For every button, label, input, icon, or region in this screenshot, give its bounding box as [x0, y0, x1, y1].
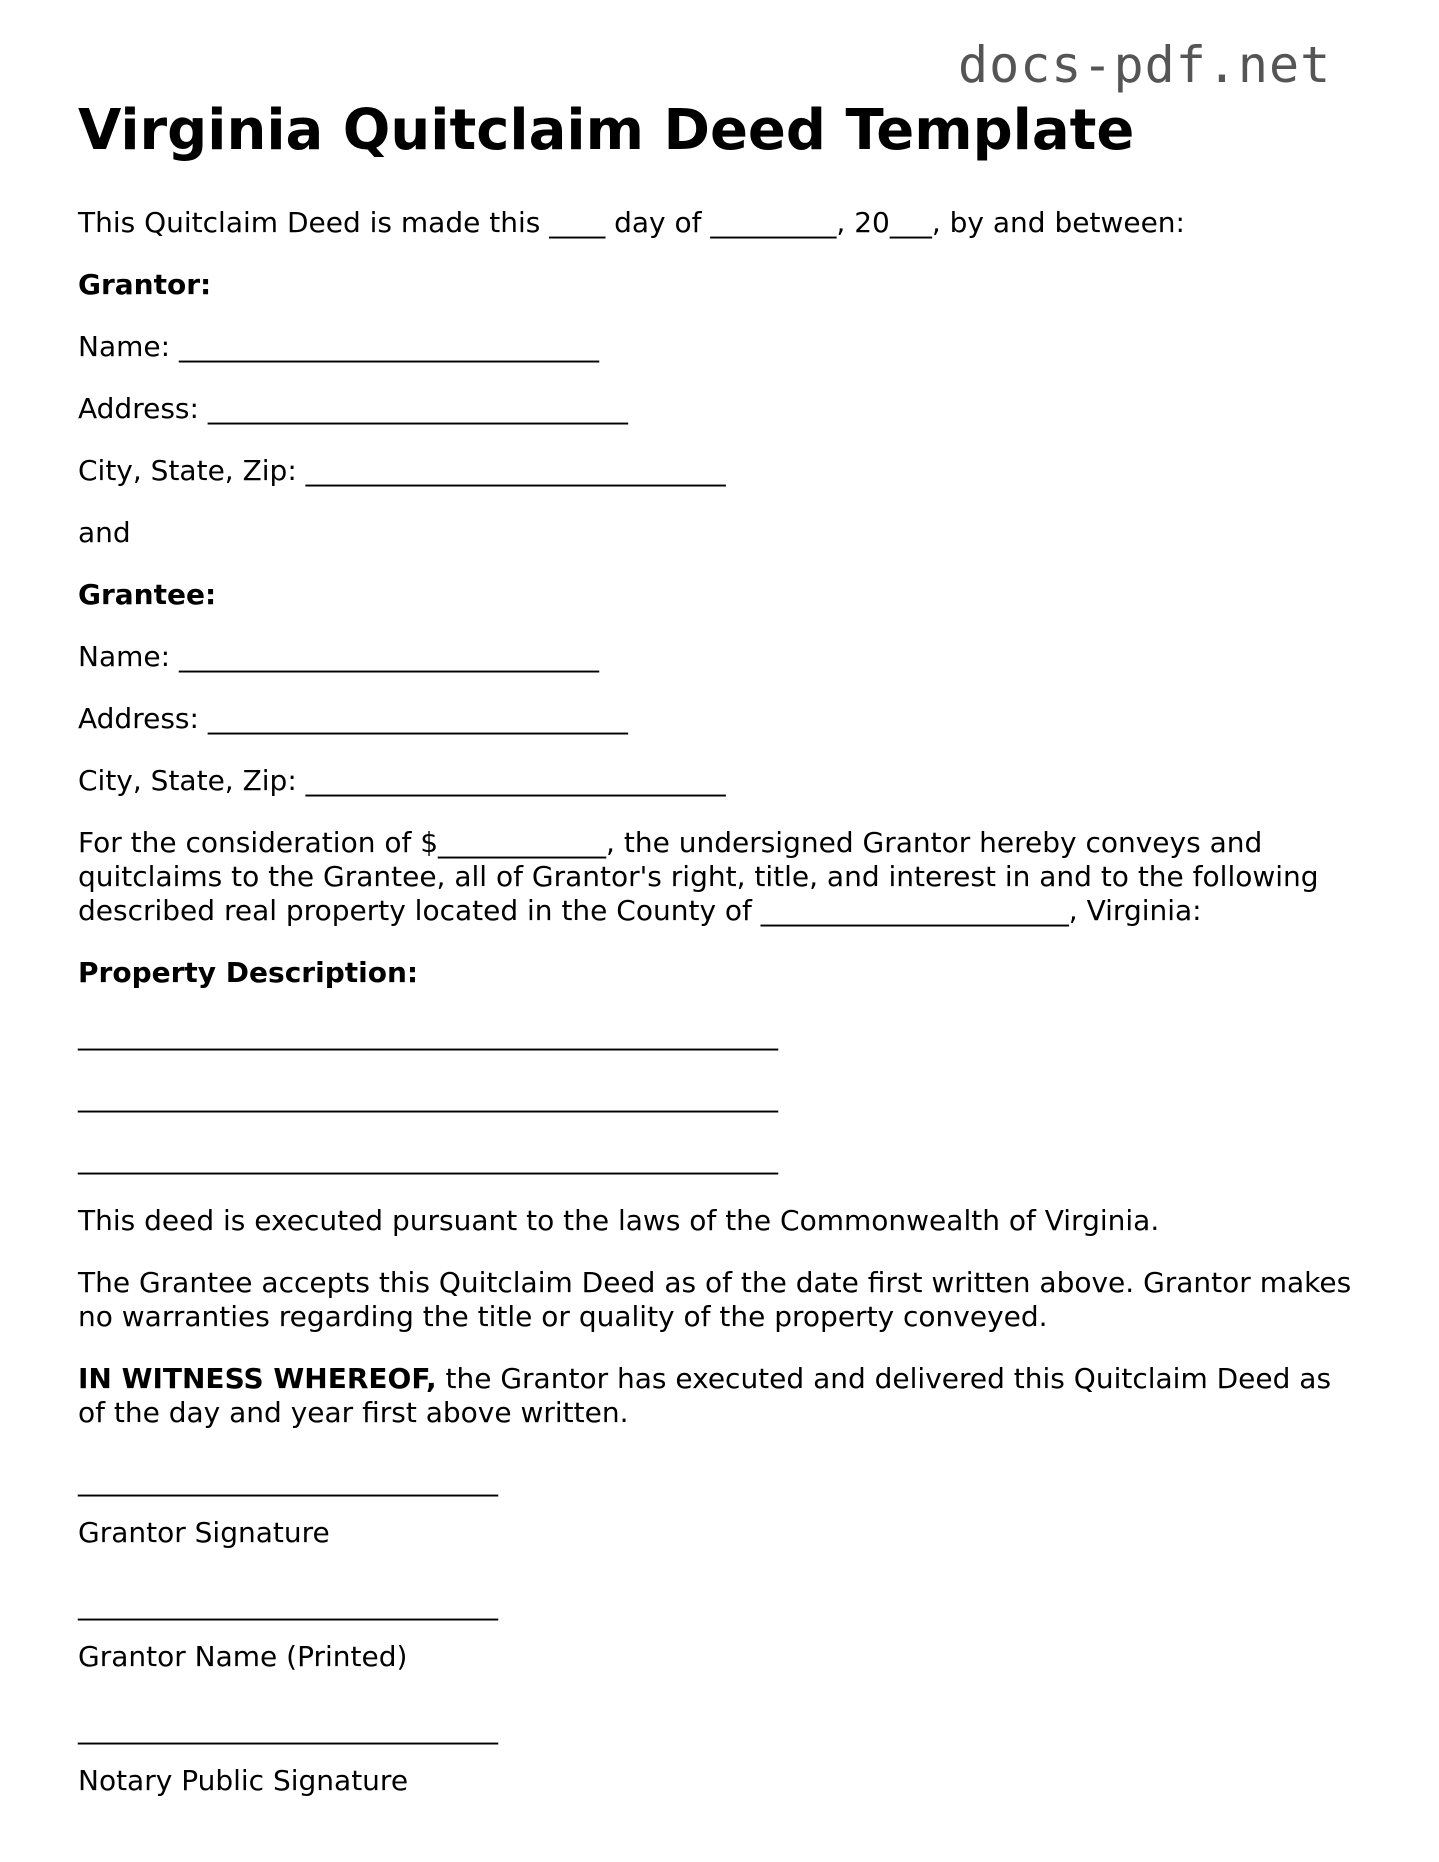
- witness-bold-lead: IN WITNESS WHEREOF,: [78, 1362, 437, 1395]
- grantor-name-field: Name: ______________________________: [78, 330, 599, 363]
- grantor-city-field: City, State, Zip: ______________________________: [78, 454, 726, 487]
- grantor-signature-line: ______________________________: [78, 1464, 498, 1497]
- watermark: docs-pdf.net: [958, 36, 1332, 94]
- grantee-address-field: Address: ______________________________: [78, 702, 628, 735]
- notary-signature-line: ______________________________: [78, 1712, 498, 1745]
- grantee-heading: Grantee:: [78, 578, 217, 611]
- witness-text: the Grantor has executed and delivered this Quitclaim Deed as of the day and year first above written.: [78, 1362, 1332, 1429]
- property-description-line: __________________________________________________: [78, 1018, 778, 1051]
- property-description-line: __________________________________________________: [78, 1080, 778, 1113]
- grantee-city-field: City, State, Zip: ______________________________: [78, 764, 726, 797]
- property-description-line: __________________________________________________: [78, 1142, 778, 1175]
- and-text: and: [78, 516, 131, 549]
- property-description-heading: Property Description:: [78, 956, 419, 989]
- grantor-name-label: Grantor Name (Printed): [78, 1640, 408, 1673]
- acceptance-paragraph: The Grantee accepts this Quitclaim Deed as of the date first written above. Grantor makes no warranties regarding the title or quality of the property conveyed.: [78, 1266, 1352, 1333]
- laws-statement: This deed is executed pursuant to the laws of the Commonwealth of Virginia.: [78, 1204, 1160, 1237]
- page-title: Virginia Quitclaim Deed Template: [78, 98, 1135, 163]
- grantee-name-field: Name: ______________________________: [78, 640, 599, 673]
- grantor-heading: Grantor:: [78, 268, 212, 301]
- grantor-address-field: Address: ______________________________: [78, 392, 628, 425]
- intro-line: This Quitclaim Deed is made this ____ day of _________, 20___, by and between:: [78, 206, 1185, 239]
- consideration-paragraph: For the consideration of $____________, the undersigned Grantor hereby conveys and quitclaims to the Grantee, all of Grantor's right, title, and interest in and to the following described real property located in the County of ______________________, Virginia:: [78, 826, 1319, 927]
- grantor-signature-label: Grantor Signature: [78, 1516, 330, 1549]
- notary-signature-label: Notary Public Signature: [78, 1764, 409, 1797]
- witness-paragraph: [78, 1362, 1378, 1430]
- grantor-name-line: ______________________________: [78, 1588, 498, 1621]
